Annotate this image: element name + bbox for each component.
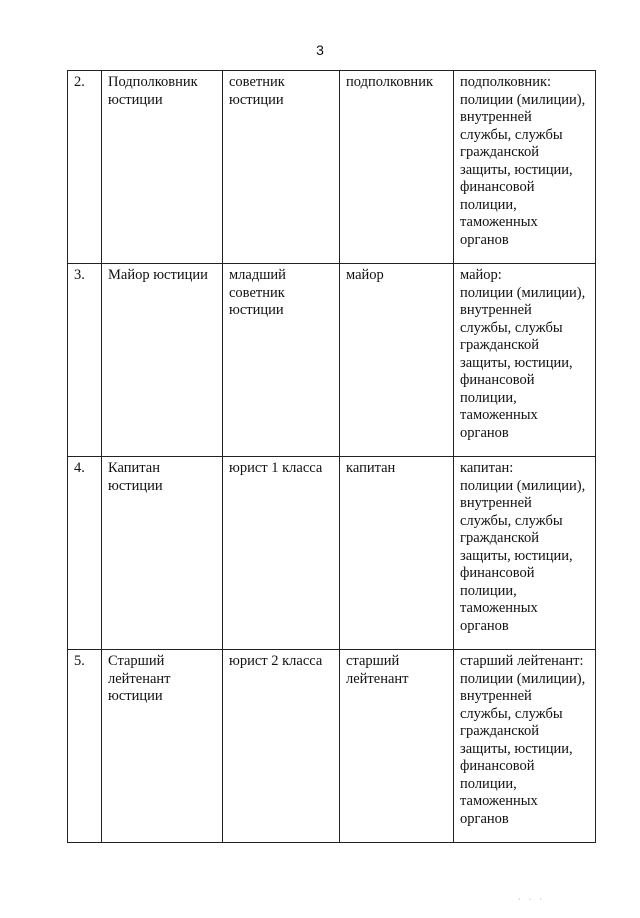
cell-text-line: старший	[346, 653, 400, 669]
row-number-cell: 2.	[68, 71, 102, 264]
cell-text-line: защиты, юстиции,	[460, 161, 573, 178]
table-row	[68, 71, 596, 264]
cell-text-line: полиции (милиции),	[460, 670, 586, 687]
row-number-cell: 4.	[68, 457, 102, 650]
cell-text-line: майор	[346, 267, 384, 283]
table-body	[68, 71, 596, 843]
cell-text-line: гражданской	[460, 723, 539, 739]
cell-text-line: финансовой	[460, 179, 535, 195]
rank-correspondence-table	[67, 70, 596, 843]
cell-text-line: органов	[460, 424, 509, 441]
cell-text-line: службы, службы	[460, 319, 563, 336]
cell-text-line: органов	[460, 617, 509, 634]
cell-text-line: младший	[229, 267, 286, 283]
cell-text-line: таможенных	[460, 793, 538, 809]
cell-text-line: органов	[460, 231, 509, 248]
cell-text-line: старший лейтенант:	[460, 653, 584, 669]
cell-text-line: лейтенант	[108, 670, 171, 687]
cell-text-line: финансовой	[460, 758, 535, 774]
cell-text-line: защиты, юстиции,	[460, 547, 573, 564]
cell-text-line: гражданской	[460, 530, 539, 546]
cell-text-line: гражданской	[460, 337, 539, 353]
cell-text-line: внутренней	[460, 688, 532, 704]
cell-text-line: Старший	[108, 653, 165, 669]
cell-text-line: органов	[460, 810, 509, 827]
cell-text-line: юрист 2 класса	[229, 653, 323, 669]
table-row	[68, 457, 596, 650]
justice-rank-cell	[102, 457, 223, 650]
cell-text-line: юстиции	[229, 302, 284, 318]
cell-text-line: юрист 1 класса	[229, 460, 323, 476]
prosecutor-rank-cell	[223, 650, 340, 843]
prosecutor-rank-cell	[223, 71, 340, 264]
special-rank-cell	[454, 264, 596, 457]
cell-text-line: службы, службы	[460, 126, 563, 143]
scan-artifact: · · ·	[518, 895, 545, 904]
cell-text-line: подполковник	[346, 74, 433, 90]
cell-text-line: юстиции	[108, 477, 163, 494]
military-rank-cell	[340, 264, 454, 457]
cell-text-line: капитан:	[460, 460, 514, 476]
cell-text-line: финансовой	[460, 565, 535, 581]
prosecutor-rank-cell	[223, 264, 340, 457]
cell-text-line: юстиции	[108, 91, 163, 108]
cell-text-line: защиты, юстиции,	[460, 354, 573, 371]
justice-rank-cell	[102, 650, 223, 843]
justice-rank-cell	[102, 71, 223, 264]
military-rank-cell	[340, 71, 454, 264]
cell-text-line: Подполковник	[108, 74, 198, 90]
military-rank-cell	[340, 650, 454, 843]
cell-text-line: советник	[229, 74, 285, 90]
cell-text-line: майор:	[460, 267, 502, 283]
table-row	[68, 650, 596, 843]
cell-text-line: таможенных	[460, 600, 538, 616]
cell-text-line: Капитан	[108, 460, 160, 476]
cell-text-line: службы, службы	[460, 705, 563, 722]
cell-text-line: таможенных	[460, 407, 538, 423]
cell-text-line: полиции,	[460, 196, 517, 213]
cell-text-line: внутренней	[460, 495, 532, 511]
special-rank-cell	[454, 71, 596, 264]
row-number-cell: 3.	[68, 264, 102, 457]
prosecutor-rank-cell	[223, 457, 340, 650]
special-rank-cell	[454, 457, 596, 650]
cell-text-line: юстиции	[108, 688, 163, 704]
cell-text-line: советник	[229, 284, 285, 301]
row-number-cell: 5.	[68, 650, 102, 843]
justice-rank-cell	[102, 264, 223, 457]
page-number: 3	[316, 42, 324, 58]
cell-text-line: службы, службы	[460, 512, 563, 529]
cell-text-line: подполковник:	[460, 74, 552, 90]
cell-text-line: таможенных	[460, 214, 538, 230]
cell-text-line: капитан	[346, 460, 396, 476]
cell-text-line: полиции (милиции),	[460, 91, 586, 108]
cell-text-line: Майор юстиции	[108, 267, 208, 283]
cell-text-line: полиции,	[460, 582, 517, 599]
cell-text-line: внутренней	[460, 302, 532, 318]
cell-text-line: финансовой	[460, 372, 535, 388]
cell-text-line: защиты, юстиции,	[460, 740, 573, 757]
cell-text-line: гражданской	[460, 144, 539, 160]
military-rank-cell	[340, 457, 454, 650]
table-row	[68, 264, 596, 457]
cell-text-line: полиции (милиции),	[460, 284, 586, 301]
cell-text-line: полиции,	[460, 775, 517, 792]
cell-text-line: юстиции	[229, 91, 284, 108]
cell-text-line: полиции (милиции),	[460, 477, 586, 494]
special-rank-cell	[454, 650, 596, 843]
cell-text-line: полиции,	[460, 389, 517, 406]
cell-text-line: внутренней	[460, 109, 532, 125]
cell-text-line: лейтенант	[346, 670, 409, 687]
